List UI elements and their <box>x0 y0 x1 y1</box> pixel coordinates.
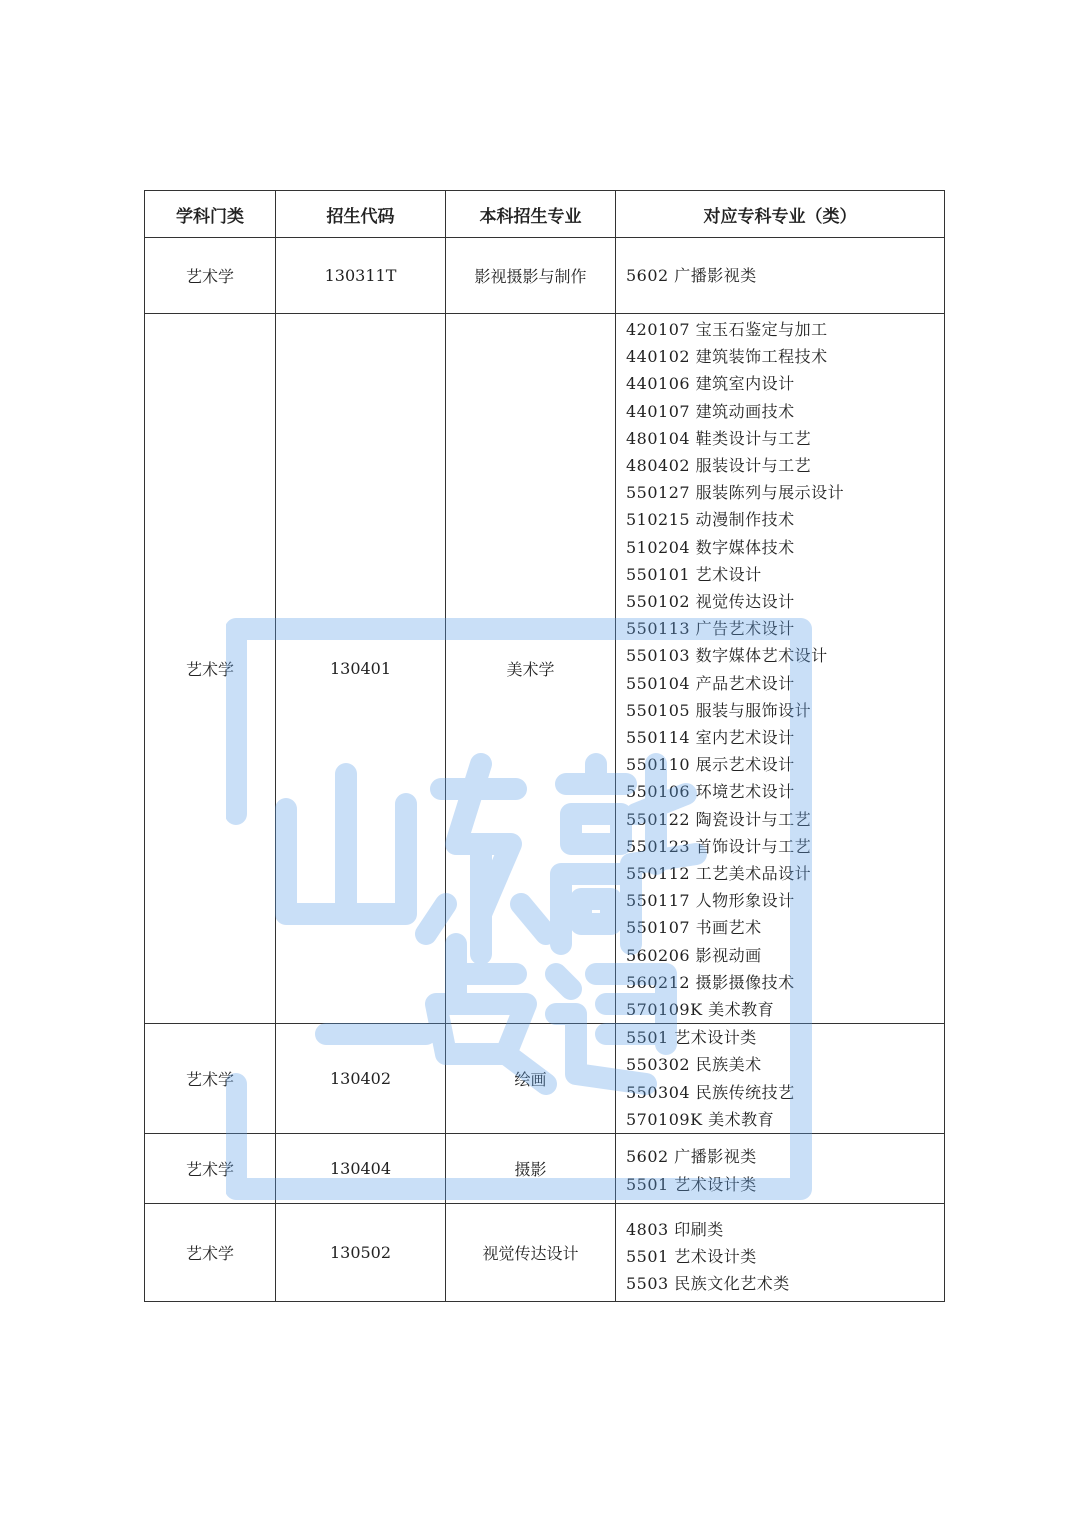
major-mapping-table <box>144 190 945 1302</box>
cell-specialties <box>616 1134 945 1204</box>
specialty-item: 550102 视觉传达设计 <box>626 592 795 612</box>
cell-code: 130404 <box>276 1134 446 1204</box>
specialty-item: 550114 室内艺术设计 <box>626 728 795 748</box>
specialty-item: 5503 民族文化艺术类 <box>626 1274 790 1294</box>
specialty-item: 420107 宝玉石鉴定与加工 <box>626 320 828 339</box>
specialty-item: 550104 产品艺术设计 <box>626 673 795 693</box>
specialty-item: 550106 环境艺术设计 <box>626 782 795 802</box>
cell-major: 绘画 <box>446 1024 616 1134</box>
specialty-item: 560212 摄影摄像技术 <box>626 972 795 992</box>
cell-major: 影视摄影与制作 <box>446 238 616 314</box>
cell-specialties <box>616 1024 945 1134</box>
specialty-item: 550123 首饰设计与工艺 <box>626 836 812 856</box>
cell-category: 艺术学 <box>145 314 276 1024</box>
cell-major: 美术学 <box>446 314 616 1024</box>
specialty-item: 510215 动漫制作技术 <box>626 510 795 530</box>
specialty-item: 5501 艺术设计类 <box>626 1174 757 1194</box>
specialty-item: 440106 建筑室内设计 <box>626 374 795 394</box>
cell-code: 130401 <box>276 314 446 1024</box>
cell-specialties <box>616 238 945 314</box>
specialty-item: 550113 广告艺术设计 <box>626 619 795 639</box>
table-body <box>145 238 945 1302</box>
cell-major: 摄影 <box>446 1134 616 1204</box>
specialty-item: 570109K 美术教育 <box>626 1000 775 1020</box>
specialty-item: 5501 艺术设计类 <box>626 1246 757 1266</box>
cell-code: 130502 <box>276 1204 446 1302</box>
specialty-item: 550101 艺术设计 <box>626 564 762 584</box>
specialty-item: 550304 民族传统技艺 <box>626 1082 795 1102</box>
header-major: 本科招生专业 <box>446 191 616 238</box>
specialty-item: 480402 服装设计与工艺 <box>626 456 812 476</box>
specialty-item: 550302 民族美术 <box>626 1055 762 1075</box>
cell-code: 130402 <box>276 1024 446 1134</box>
table-row <box>145 1024 945 1134</box>
cell-category: 艺术学 <box>145 1204 276 1302</box>
cell-specialties <box>616 314 945 1024</box>
table-row <box>145 314 945 1024</box>
cell-major: 视觉传达设计 <box>446 1204 616 1302</box>
cell-code: 130311T <box>276 238 446 314</box>
header-category: 学科门类 <box>145 191 276 238</box>
cell-category: 艺术学 <box>145 238 276 314</box>
specialty-item: 550117 人物形象设计 <box>626 891 795 911</box>
specialty-item: 550107 书画艺术 <box>626 918 762 938</box>
specialty-item: 5501 艺术设计类 <box>626 1028 757 1048</box>
specialty-item: 550110 展示艺术设计 <box>626 755 795 775</box>
specialty-item: 480104 鞋类设计与工艺 <box>626 428 812 448</box>
header-code: 招生代码 <box>276 191 446 238</box>
specialty-item: 510204 数字媒体技术 <box>626 537 795 557</box>
specialty-item: 440102 建筑装饰工程技术 <box>626 347 828 367</box>
table-row <box>145 238 945 314</box>
specialty-item: 550127 服装陈列与展示设计 <box>626 483 845 503</box>
specialty-item: 5602 广播影视类 <box>626 265 757 285</box>
specialty-item: 560206 影视动画 <box>626 945 762 965</box>
specialty-item: 550103 数字媒体艺术设计 <box>626 646 828 666</box>
specialty-item: 570109K 美术教育 <box>626 1109 775 1129</box>
specialty-item: 440107 建筑动画技术 <box>626 401 795 421</box>
cell-specialties <box>616 1204 945 1302</box>
table-row <box>145 1204 945 1302</box>
specialty-item: 5602 广播影视类 <box>626 1147 757 1167</box>
table-header-row <box>145 191 945 238</box>
cell-category: 艺术学 <box>145 1134 276 1204</box>
specialty-item: 550112 工艺美术品设计 <box>626 864 812 884</box>
specialty-item: 550122 陶瓷设计与工艺 <box>626 809 812 829</box>
table-row <box>145 1134 945 1204</box>
specialty-item: 550105 服装与服饰设计 <box>626 700 812 720</box>
specialty-item: 4803 印刷类 <box>626 1219 724 1239</box>
header-specialty: 对应专科专业（类） <box>616 191 945 238</box>
cell-category: 艺术学 <box>145 1024 276 1134</box>
